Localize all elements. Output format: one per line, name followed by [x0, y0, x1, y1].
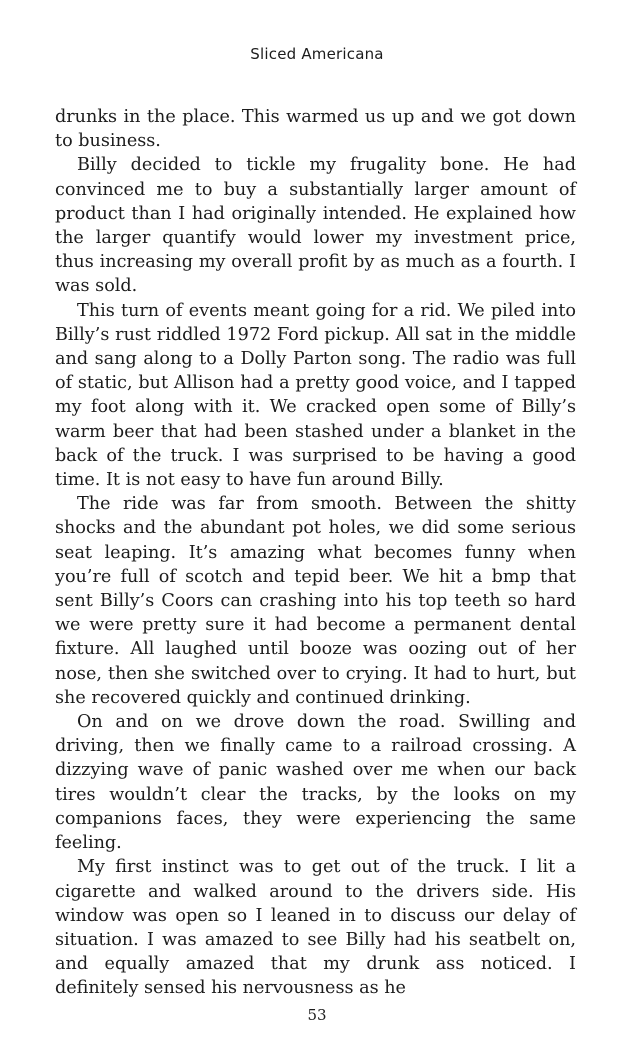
paragraph-3: This turn of events meant going for a rid. We piled into Billy’s rust riddled 1972 Ford pickup. All sat in the middle and sang along to a Dolly Parton song. The radio was full of static, but Allison had a pretty good voice, and I tapped my foot along with it. We cracked open some of Billy’s warm beer that had been stashed under a blanket in the back of the truck. I was surprised to be having a good time. It is not easy to have fun around Billy. [55, 300, 576, 491]
paragraph-1: drunks in the place. This warmed us up and we got down to business. [55, 107, 576, 152]
paragraph-2: Billy decided to tickle my frugality bone. He had convinced me to buy a substantially larger amount of product than I had originally intended. He explained how the larger quantify would lower my investment price, thus increasing my overall profit by as much as a fourth. I was sold. [55, 155, 576, 297]
running-head: Sliced Americana [250, 45, 384, 63]
body-text [55, 105, 576, 1001]
page-number: 53 [307, 1006, 327, 1024]
paragraph-6: My first instinct was to get out of the truck. I lit a cigarette and walked around to the drivers side. His window was open so I leaned in to discuss our delay of situation. I was amazed to see Billy had his seatbelt on, and equally amazed that my drunk ass noticed. I definitely sensed his nervousness as he [55, 857, 576, 999]
paragraph-5: On and on we drove down the road. Swilling and driving, then we finally came to a railroad crossing. A dizzying wave of panic washed over me when our back tires wouldn’t clear the tracks, by the looks on my companions faces, they were experiencing the same feeling. [55, 712, 576, 854]
paragraph-4: The ride was far from smooth. Between the shitty shocks and the abundant pot holes, we did some serious seat leaping. It’s amazing what becomes funny when you’re full of scotch and tepid beer. We hit a bmp that sent Billy’s Coors can crashing into his top teeth so hard we were pretty sure it had become a permanent dental fixture. All laughed until booze was oozing out of her nose, then she switched over to crying. It had to hurt, but she recovered quickly and continued drinking. [55, 494, 576, 708]
